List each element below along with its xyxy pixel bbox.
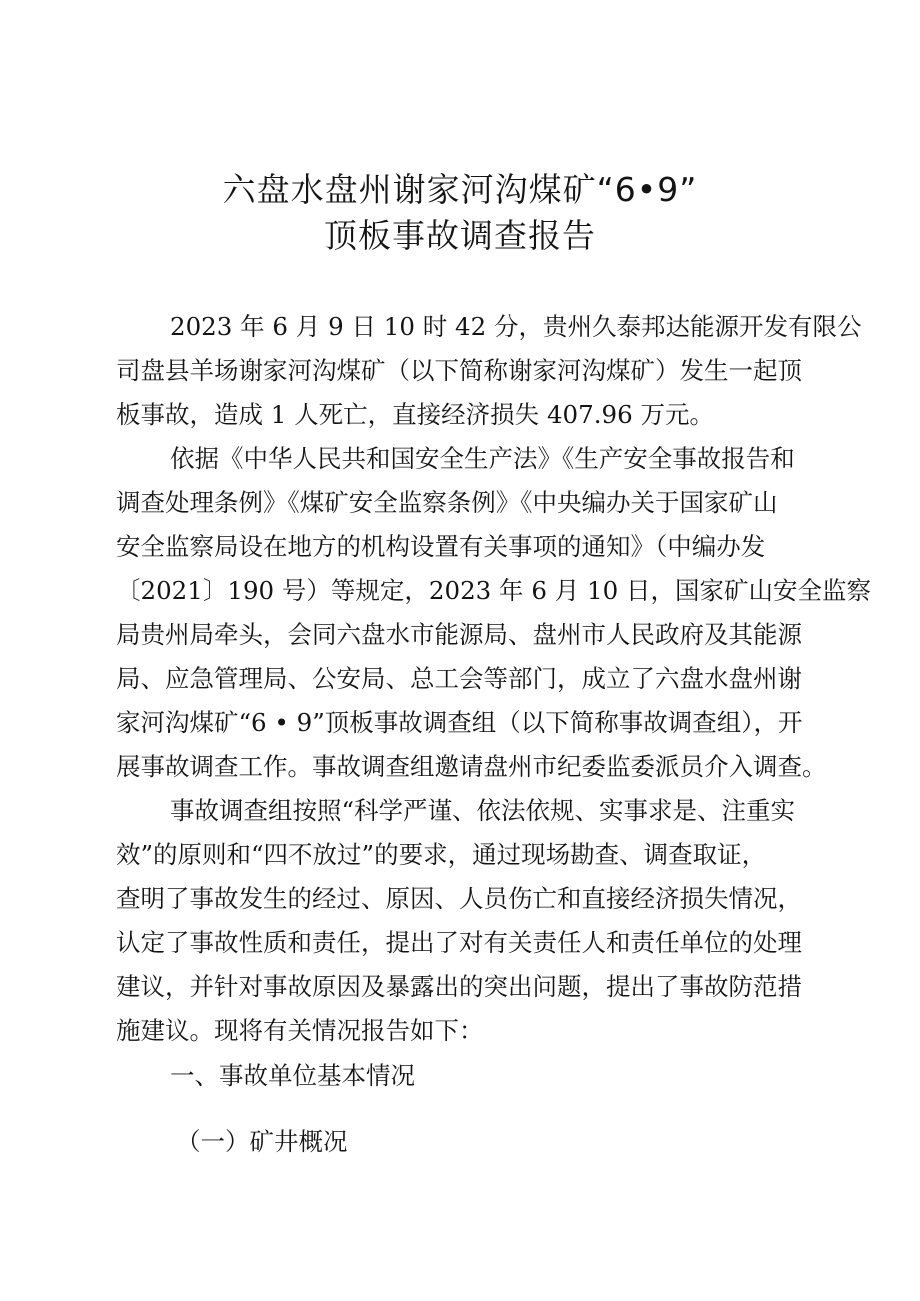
paragraph-2-line-2: 调查处理条例》《煤矿安全监察条例》《中央编办关于国家矿山 <box>116 488 778 517</box>
paragraph-3-line-2: 效”的原则和“四不放过”的要求，通过现场勘查、调查取证， <box>116 840 767 869</box>
paragraph-2-line-6: 局、应急管理局、公安局、总工会等部门，成立了六盘水盘州谢 <box>116 664 802 693</box>
paragraph-3-line-5: 建议，并针对事故原因及暴露出的突出问题，提出了事故防范措 <box>116 972 802 1001</box>
paragraph-1-line-2: 司盘县羊场谢家河沟煤矿（以下简称谢家河沟煤矿）发生一起顶 <box>116 356 802 385</box>
section-heading: 一、事故单位基本情况 <box>170 1061 415 1090</box>
paragraph-2-line-3: 安全监察局设在地方的机构设置有关事项的通知》（中编办发 <box>116 532 766 561</box>
paragraph-1-line-1: 2023 年 6 月 9 日 10 时 42 分，贵州久泰邦达能源开发有限公 <box>170 312 862 341</box>
paragraph-2-line-8: 展事故调查工作。事故调查组邀请盘州市纪委监委派员介入调查。 <box>116 752 827 781</box>
paragraph-3-line-6: 施建议。现将有关情况报告如下： <box>116 1016 484 1045</box>
document-title-line-1: 六盘水盘州谢家河沟煤矿“6•9” <box>222 170 698 209</box>
paragraph-2-line-4: 〔2021〕190 号）等规定，2023 年 6 月 10 日，国家矿山安全监察 <box>116 576 871 605</box>
paragraph-3-line-3: 查明了事故发生的经过、原因、人员伤亡和直接经济损失情况， <box>116 884 802 913</box>
paragraph-2-line-5: 局贵州局牵头，会同六盘水市能源局、盘州市人民政府及其能源 <box>116 620 802 649</box>
paragraph-3-line-4: 认定了事故性质和责任，提出了对有关责任人和责任单位的处理 <box>116 928 802 957</box>
paragraph-2-line-7: 家河沟煤矿“6 • 9”顶板事故调查组（以下简称事故调查组），开 <box>116 708 803 737</box>
paragraph-2-line-1: 依据《中华人民共和国安全生产法》《生产安全事故报告和 <box>170 444 795 473</box>
document-title-line-2: 顶板事故调查报告 <box>324 216 596 255</box>
subsection-heading: （一）矿井概况 <box>176 1127 348 1156</box>
paragraph-1-line-3: 板事故，造成 1 人死亡，直接经济损失 407.96 万元。 <box>116 400 714 429</box>
paragraph-3-line-1: 事故调查组按照“科学严谨、依法依规、实事求是、注重实 <box>170 796 796 825</box>
